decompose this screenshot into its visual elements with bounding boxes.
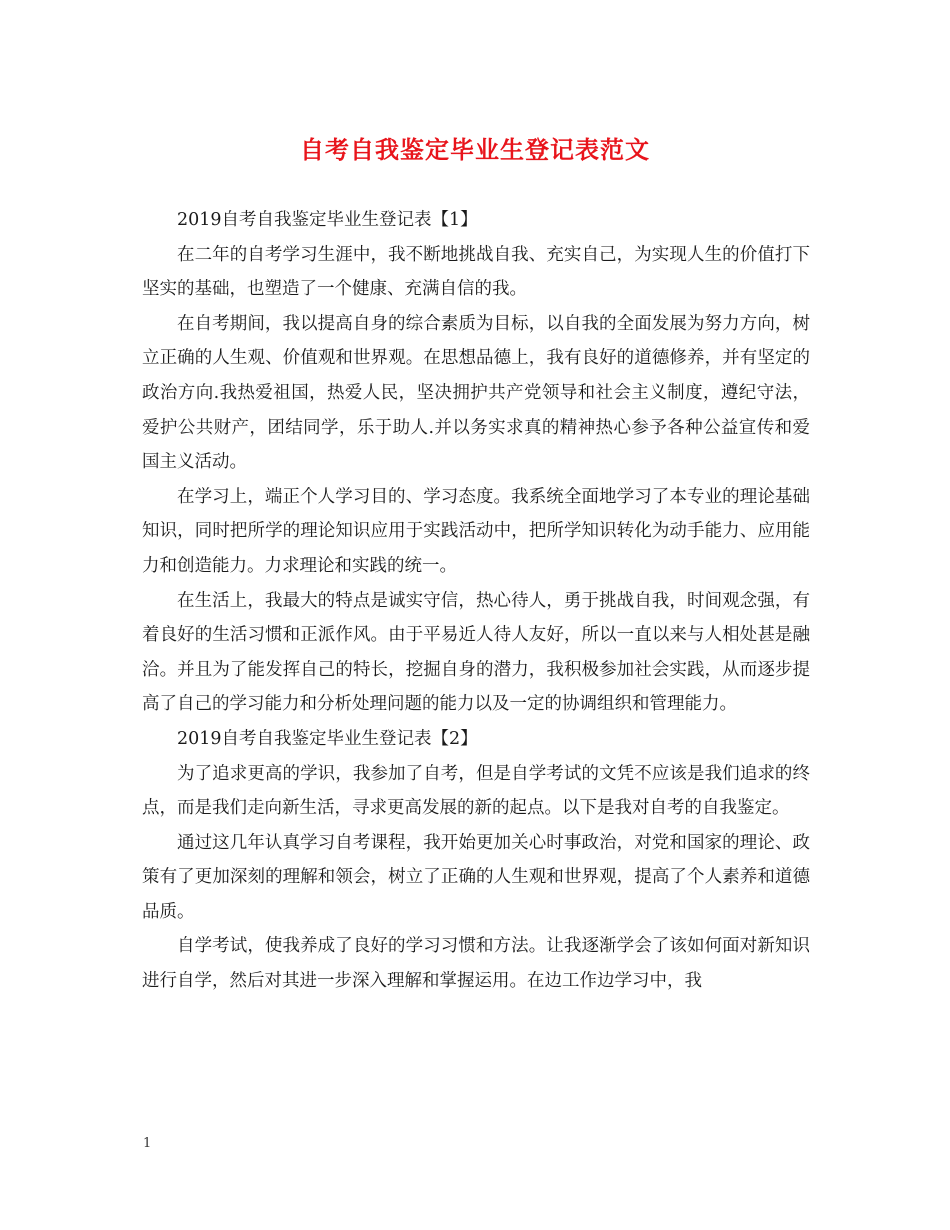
paragraph: 在自考期间，我以提高自身的综合素质为目标，以自我的全面发展为努力方向，树立正确的人生观、价值观和世界观。在思想品德上，我有良好的道德修养，并有坚定的政治方向.我热爱祖国，热爱人民，坚决拥护共产党领导和社会主义制度，遵纪守法，爱护公共财产，团结同学，乐于助人.并以务实求真的精神热心参予各种公益宣传和爱国主义活动。 (142, 313, 810, 473)
paragraph: 为了追求更高的学识，我参加了自考，但是自学考试的文凭不应该是我们追求的终点，而是我们走向新生活，寻求更高发展的新的起点。以下是我对自考的自我鉴定。 (142, 763, 810, 819)
page-number: 1 (143, 1136, 152, 1151)
section-heading-2: 2019自考自我鉴定毕业生登记表【2】 (177, 728, 478, 749)
paragraph: 自学考试，使我养成了良好的学习习惯和方法。让我逐渐学会了该如何面对新知识进行自学，然后对其进一步深入理解和掌握运用。在边工作边学习中，我 (142, 936, 810, 992)
document-body (142, 203, 810, 999)
paragraph: 在学习上，端正个人学习目的、学习态度。我系统全面地学习了本专业的理论基础知识，同时把所学的理论知识应用于实践活动中，把所学知识转化为动手能力、应用能力和创造能力。力求理论和实践的统一。 (142, 486, 810, 576)
paragraph: 通过这几年认真学习自考课程，我开始更加关心时事政治，对党和国家的理论、政策有了更加深刻的理解和领会，树立了正确的人生观和世界观，提高了个人素养和道德品质。 (142, 832, 810, 922)
paragraph: 在二年的自考学习生涯中，我不断地挑战自我、充实自己，为实现人生的价值打下坚实的基础，也塑造了一个健康、充满自信的我。 (142, 244, 810, 300)
paragraph: 在生活上，我最大的特点是诚实守信，热心待人，勇于挑战自我，时间观念强，有着良好的生活习惯和正派作风。由于平易近人待人友好，所以一直以来与人相处甚是融洽。并且为了能发挥自己的特长，挖掘自身的潜力，我积极参加社会实践，从而逐步提高了自己的学习能力和分析处理问题的能力以及一定的协调组织和管理能力。 (142, 590, 810, 715)
section-heading-1: 2019自考自我鉴定毕业生登记表【1】 (177, 210, 478, 230)
document-title: 自考自我鉴定毕业生登记表范文 (300, 135, 650, 164)
